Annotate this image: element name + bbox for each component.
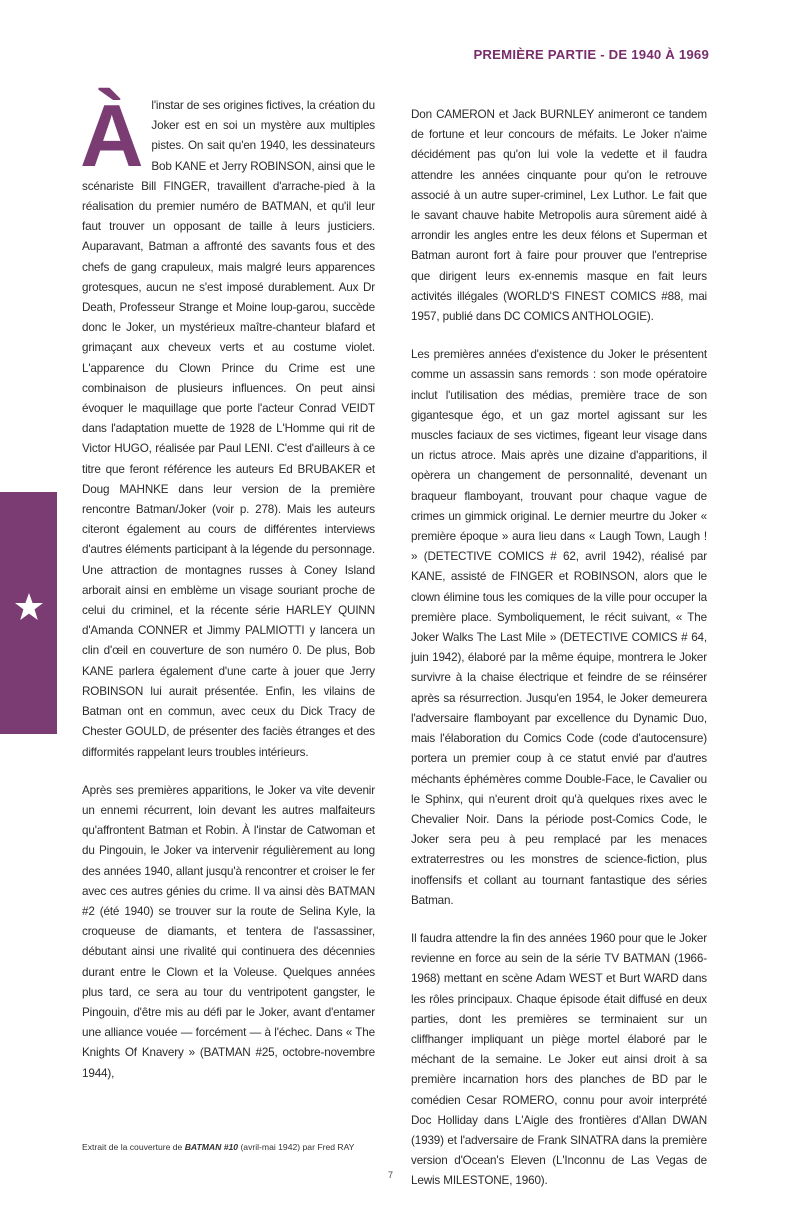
drop-cap: À: [80, 86, 144, 185]
paragraph: [80, 86, 375, 763]
caption-title: BATMAN #10: [184, 1142, 239, 1152]
page-number: 7: [388, 1170, 394, 1180]
image-caption: [82, 1142, 354, 1152]
paragraph: Les premières années d'existence du Joker le présentent comme un assassin sans remords : son mode opératoire inclut l'utilisation des médias, première trace de son gigantesque égo, et un gaz mortel agissant sur les muscles faciaux de ses victimes, figeant leur visage dans un rictus atroce. Mais après une dizaine d'apparitions, il opèrera un changement de personnalité, devenant un braqueur flamboyant, trouvant pour chaque vague de crimes un gimmick original. Le dernier meurtre du Joker « première époque » aura lieu dans « Laugh Town, Laugh ! » (DETECTIVE COMICS # 62, avril 1942), réalisé par KANE, assisté de FINGER et ROBINSON, alors que le clown élimine tous les comiques de la ville pour occuper la première place. Symboliquement, le récit suivant, « The Joker Walks The Last Mile » (DETECTIVE COMICS # 64, juin 1942), élaboré par la même équipe, montrera le Joker survivre à la chaise électrique et feindre de se réinsérer après sa résurrection. Jusqu'en 1954, le Joker demeurera l'adversaire flamboyant par excellence du Dynamic Duo, mais l'élaboration du Comics Code (code d'autocensure) portera un premier coup à ce statut envié par d'autres méchants éphémères comme Double-Face, le Cavalier ou le Sphinx, qui n'eurent droit qu'à quelques rixes avec le Chevalier Noir. Dans la période post-Comics Code, le Joker sera peu à peu remplacé par les menaces extraterrestres ou les monstres de science-fiction, plus inoffensifs et collant au tournant fantastique des séries Batman.: [411, 348, 707, 907]
caption-suffix: (avril-mai 1942) par Fred RAY: [240, 1142, 355, 1152]
paragraph: Il faudra attendre la fin des années 1960 pour que le Joker revienne en force au sein de la série TV BATMAN (1966-1968) mettant en scène Adam WEST et Burt WARD dans les rôles principaux. Chaque épisode était diffusé en deux parties, dont les premières se terminaient sur un cliffhanger impliquant un piège mortel élaboré par le méchant de la semaine. Le Joker eut ainsi droit à sa première incarnation hors des planches de BD par le comédien Cesar ROMERO, connu pour avoir interprété Doc Holliday dans L'Aigle des frontières d'Allan DWAN (1939) et l'adversaire de Frank SINATRA dans la première version d'Ocean's Eleven (L'Inconnu de Las Vegas de Lewis MILESTONE, 1960).: [411, 931, 707, 1188]
paragraph: Après ses premières apparitions, le Joker va vite devenir un ennemi récurrent, loin devant les autres malfaiteurs qu'affrontent Batman et Robin. À l'instar de Catwoman et du Pingouin, le Joker va intervenir régulièrement au long des années 1940, allant jusqu'à rencontrer et croiser le fer avec ces autres génies du crime. Il va ainsi dès BATMAN #2 (été 1940) se trouver sur la route de Selina Kyle, la croqueuse de diamants, et tentera de l'assassiner, débutant ainsi une rivalité qui continuera des décennies durant entre le Clown et la Voleuse. Quelques années plus tard, ce sera au tour du ventripotent gangster, le Pingouin, d'être mis au défi par le Joker, avant d'entamer une alliance vouée — forcément — à l'échec. Dans « The Knights Of Knavery » (BATMAN #25, octobre-novembre 1944),: [82, 783, 375, 1080]
caption-prefix: Extrait de la couverture de: [82, 1142, 183, 1152]
right-column: [411, 105, 707, 1210]
paragraph-text: l'instar de ses origines fictives, la création du Joker est en soi un mystère aux multiples pistes. On sait qu'en 1940, les dessinateurs Bob KANE et Jerry ROBINSON, ainsi que le scénariste Bill FINGER, travaillent d'arrache-pied à la réalisation du premier numéro de BATMAN, et qu'il leur faut trouver un opposant de taille à leurs justiciers. Auparavant, Batman a affronté des savants fous et des chefs de gang crapuleux, mais malgré leurs apparences grotesques, aucun ne s'est imposé durablement. Aux Dr Death, Professeur Strange et Moine loup-garou, succède donc le Joker, un mystérieux maître-chanteur blafard et grimaçant aux cheveux verts et au costume violet. L'apparence du Clown Prince du Crime est une combinaison de plusieurs influences. On peut ainsi évoquer le maquillage que porte l'acteur Conrad VEIDT dans l'adaptation muette de 1928 de L'Homme qui rit de Victor HUGO, réalisée par Paul LENI. C'est d'ailleurs à ce titre que feront référence les auteurs Ed BRUBAKER et Doug MAHNKE dans leur version de la première rencontre Batman/Joker (voir p. 278). Mais les auteurs citeront également au cours de différentes interviews d'autres éléments participant à la légende du personnage. Une attraction de montagnes russes à Coney Island arborait ainsi en emblème un visage souriant proche de celui du criminel, et la récente série HARLEY QUINN d'Amanda CONNER et Jimmy PALMIOTTI y lancera un clin d'œil en couverture de son numéro 0. De plus, Bob KANE parlera également d'une carte à jouer que Jerry ROBINSON lui aurait présentée. Enfin, les vilains de Batman ont en commun, avec ceux du Dick Tracy de Chester GOULD, de présenter des faciès étranges et des difformités rappelant leurs troubles intérieurs.: [82, 99, 375, 759]
side-tab: [0, 492, 57, 734]
paragraph: Don CAMERON et Jack BURNLEY animeront ce tandem de fortune et leur concours de méfaits. Le Joker n'aime décidément pas qu'on lui vole la vedette et il faudra attendre les années cinquante pour qu'on le retrouve associé à un autre super-criminel, Lex Luthor. Le fait que le savant chauve habite Metropolis aura sûrement aidé à arrondir les angles entre les deux félons et Superman et Batman auront fort à faire pour prouver que l'entreprise que dirigent leurs ex-ennemis masque en fait leurs activités illégales (WORLD'S FINEST COMICS #88, mai 1957, publié dans DC COMICS ANTHOLOGIE).: [411, 108, 707, 324]
left-column: [80, 86, 375, 1102]
star-icon: [14, 592, 44, 622]
running-head: PREMIÈRE PARTIE - DE 1940 À 1969: [473, 47, 709, 62]
